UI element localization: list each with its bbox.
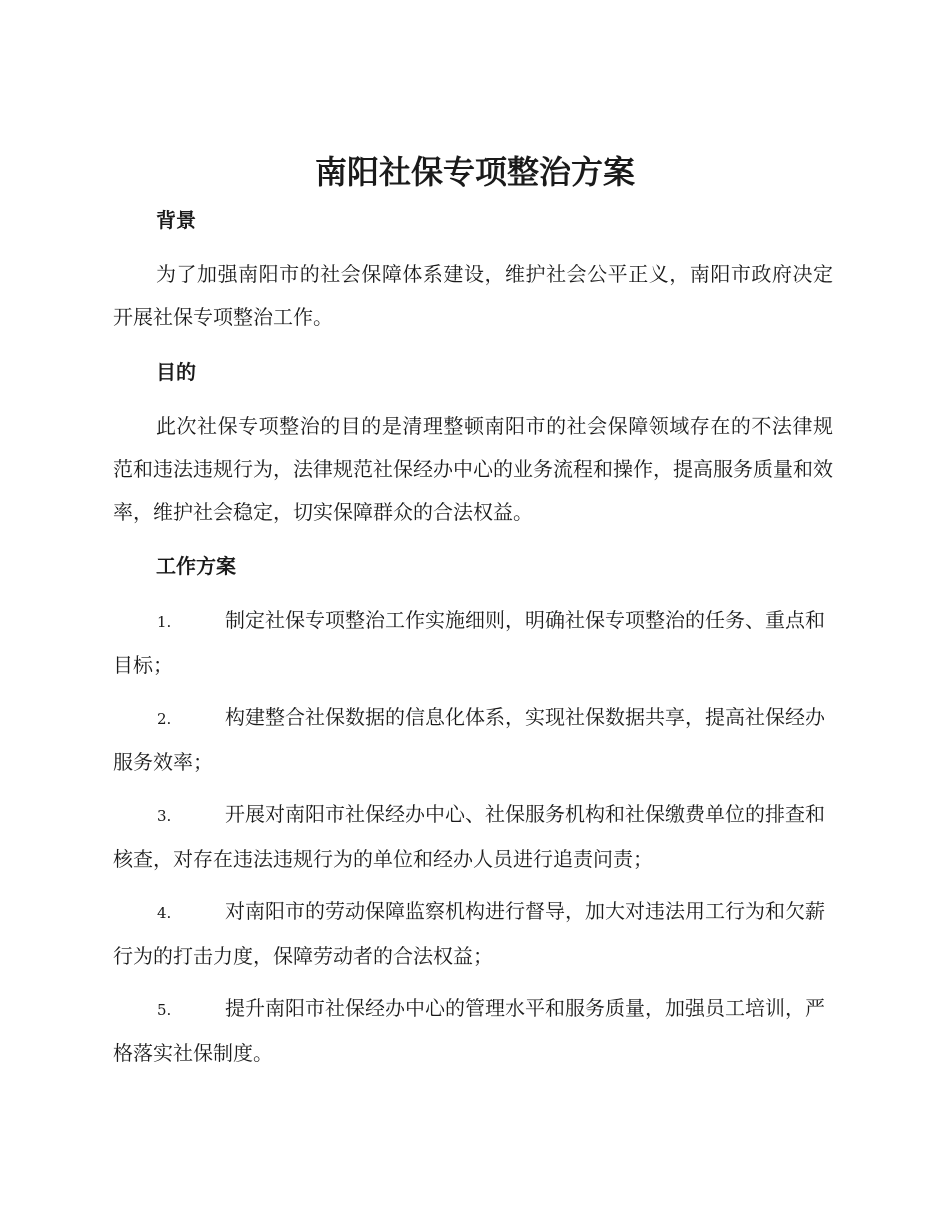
section-paragraph-background: 为了加强南阳市的社会保障体系建设，维护社会公平正义，南阳市政府决定开展社保专项整治工作。 xyxy=(113,262,833,329)
list-item-number: 5. xyxy=(157,1001,172,1019)
document-title: 南阳社保专项整治方案 xyxy=(314,153,635,191)
list-item xyxy=(113,793,833,881)
section-heading-background: 背景 xyxy=(156,208,196,232)
section-heading-work-plan: 工作方案 xyxy=(156,554,236,578)
list-item-number: 2. xyxy=(157,710,172,728)
list-item xyxy=(113,599,833,687)
list-item-text: 提升南阳市社保经办中心的管理水平和服务质量，加强员工培训，严格落实社保制度。 xyxy=(113,996,825,1065)
list-item xyxy=(113,890,833,978)
section-heading-purpose: 目的 xyxy=(156,360,196,384)
list-item-number: 1. xyxy=(157,613,172,631)
list-item xyxy=(113,987,833,1075)
list-item-text: 对南阳市的劳动保障监察机构进行督导，加大对违法用工行为和欠薪行为的打击力度，保障劳动者的合法权益； xyxy=(113,899,825,968)
list-item-number: 4. xyxy=(157,904,172,922)
list-item xyxy=(113,696,833,784)
list-item-text: 开展对南阳市社保经办中心、社保服务机构和社保缴费单位的排查和核查，对存在违法违规行为的单位和经办人员进行追责问责； xyxy=(113,802,825,871)
section-paragraph-purpose: 此次社保专项整治的目的是清理整顿南阳市的社会保障领域存在的不法律规范和违法违规行为，法律规范社保经办中心的业务流程和操作，提高服务质量和效率，维护社会稳定，切实保障群众的合法权益。 xyxy=(113,414,833,524)
list-item-number: 3. xyxy=(157,807,172,825)
list-item-text: 制定社保专项整治工作实施细则，明确社保专项整治的任务、重点和目标； xyxy=(113,608,825,677)
list-item-text: 构建整合社保数据的信息化体系，实现社保数据共享，提高社保经办服务效率； xyxy=(113,705,825,774)
